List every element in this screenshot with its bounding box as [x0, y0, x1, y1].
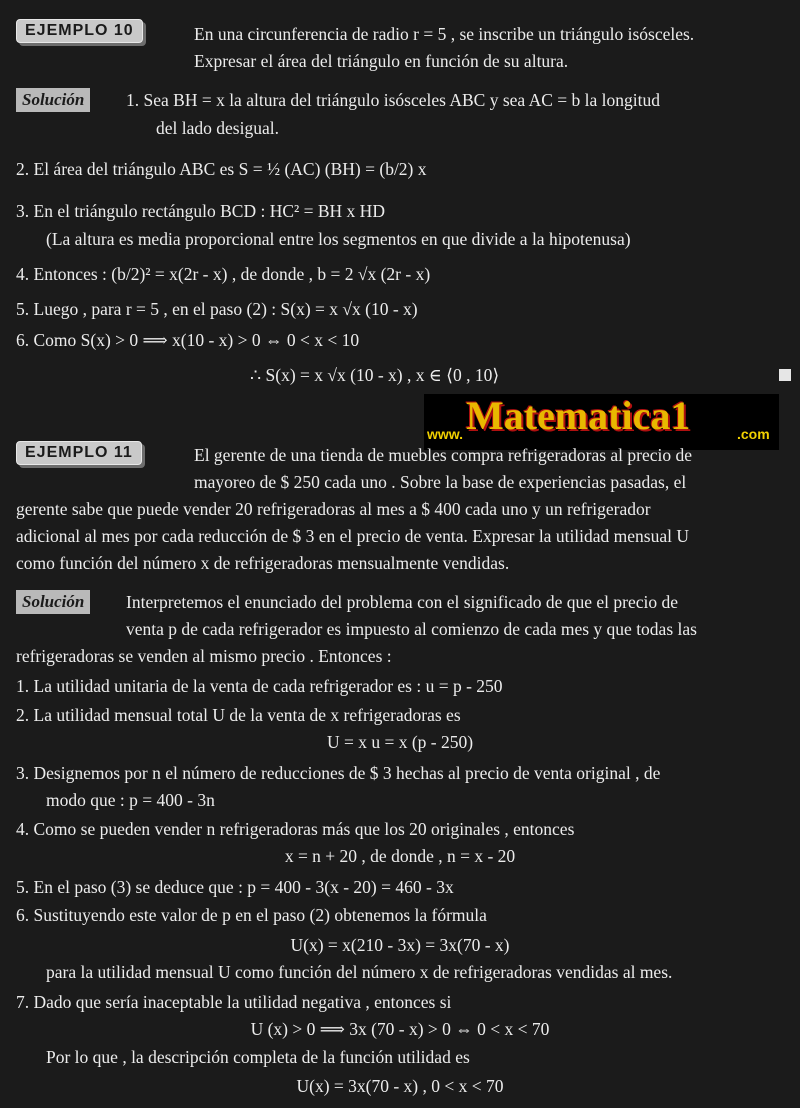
ex11-equation-2: U = x u = x (p - 250) — [326, 732, 474, 752]
ex10-step-2: 2. El área del triángulo ABC es S = ½ (AC) (BH) = (b/2) x — [16, 159, 427, 179]
ex11-problem-line-3: gerente sabe que puede vender 20 refrigeradoras al mes a $ 400 cada uno y un refrigerador — [16, 499, 651, 519]
ex11-step-7-cont: Por lo que , la descripción completa de la función utilidad es — [46, 1047, 470, 1067]
ex10-step-4: 4. Entonces : (b/2)² = x(2r - x) , de donde , b = 2 √x (2r - x) — [16, 264, 431, 284]
ex10-step-5: 5. Luego , para r = 5 , en el paso (2) : S(x) = x √x (10 - x) — [16, 299, 418, 319]
ex10-step-3-note: (La altura es media proporcional entre los segmentos en que divide a la hipotenusa) — [46, 229, 631, 249]
ex11-equation-4: x = n + 20 , de donde , n = x - 20 — [284, 846, 516, 866]
ex11-step-3: 3. Designemos por n el número de reducciones de $ 3 hechas al precio de venta original , de — [16, 763, 661, 783]
ex10-statement-line-1: En una circunferencia de radio r = 5 , se inscribe un triángulo isósceles. — [194, 24, 695, 44]
ex11-step-3-cont: modo que : p = 400 - 3n — [46, 790, 215, 810]
ex10-step-1-cont: del lado desigual. — [156, 118, 279, 138]
watermark-brand: Matematica1 — [466, 393, 691, 438]
ex11-step-2: 2. La utilidad mensual total U de la venta de x refrigeradoras es — [16, 705, 461, 725]
ex11-problem-line-2: mayoreo de $ 250 cada uno . Sobre la base de experiencias pasadas, el — [194, 472, 687, 492]
ex11-solution-tag: Solución — [16, 590, 90, 614]
ex11-equation-6: U(x) = x(210 - 3x) = 3x(70 - x) — [290, 935, 510, 955]
example-10-tag: EJEMPLO 10 — [16, 19, 143, 43]
ex11-solution-line-3: refrigeradoras se venden al mismo precio . Entonces : — [16, 646, 392, 666]
ex11-final-result: U(x) = 3x(70 - x) , 0 < x < 70 — [296, 1076, 504, 1096]
watermark-suffix: .com — [737, 426, 770, 442]
ex11-problem-line-1: El gerente de una tienda de muebles compra refrigeradoras al precio de — [194, 445, 693, 465]
ex11-step-5: 5. En el paso (3) se deduce que : p = 400 - 3(x - 20) = 460 - 3x — [16, 877, 454, 897]
ex11-problem-line-5: como función del número x de refrigeradoras mensualmente vendidas. — [16, 553, 510, 573]
ex10-step-1: 1. Sea BH = x la altura del triángulo isósceles ABC y sea AC = b la longitud — [126, 90, 660, 110]
ex11-step-6-cont: para la utilidad mensual U como función del número x de refrigeradoras vendidas al mes. — [46, 962, 673, 982]
ex11-equation-7: U (x) > 0 ⟹ 3x (70 - x) > 0 ⇔ 0 < x < 70 — [250, 1019, 550, 1039]
ex10-result: ∴ S(x) = x √x (10 - x) , x ∈ ⟨0 , 10⟩ — [250, 365, 500, 385]
ex10-step-3: 3. En el triángulo rectángulo BCD : HC² = BH x HD — [16, 201, 385, 221]
ex11-step-4: 4. Como se pueden vender n refrigeradoras más que los 20 originales , entonces — [16, 819, 575, 839]
ex11-step-6: 6. Sustituyendo este valor de p en el paso (2) obtenemos la fórmula — [16, 905, 487, 925]
example-11-tag: EJEMPLO 11 — [16, 441, 142, 465]
ex11-solution-line-2: venta p de cada refrigerador es impuesto al comienzo de cada mes y que todas las — [126, 619, 697, 639]
ex11-step-1: 1. La utilidad unitaria de la venta de cada refrigerador es : u = p - 250 — [16, 676, 503, 696]
ex11-solution-line-1: Interpretemos el enunciado del problema con el significado de que el precio de — [126, 592, 679, 612]
watermark-prefix: www. — [427, 426, 464, 442]
ex10-step-6: 6. Como S(x) > 0 ⟹ x(10 - x) > 0 ⇔ 0 < x < 10 — [16, 330, 360, 350]
ex11-problem-line-4: adicional al mes por cada reducción de $ 3 en el precio de venta. Expresar la utilidad mensual U — [16, 526, 689, 546]
end-of-proof-square — [779, 369, 791, 381]
ex11-step-7: 7. Dado que sería inaceptable la utilidad negativa , entonces si — [16, 992, 452, 1012]
ex10-statement-line-2: Expresar el área del triángulo en función de su altura. — [194, 51, 569, 71]
ex10-solution-tag: Solución — [16, 88, 90, 112]
